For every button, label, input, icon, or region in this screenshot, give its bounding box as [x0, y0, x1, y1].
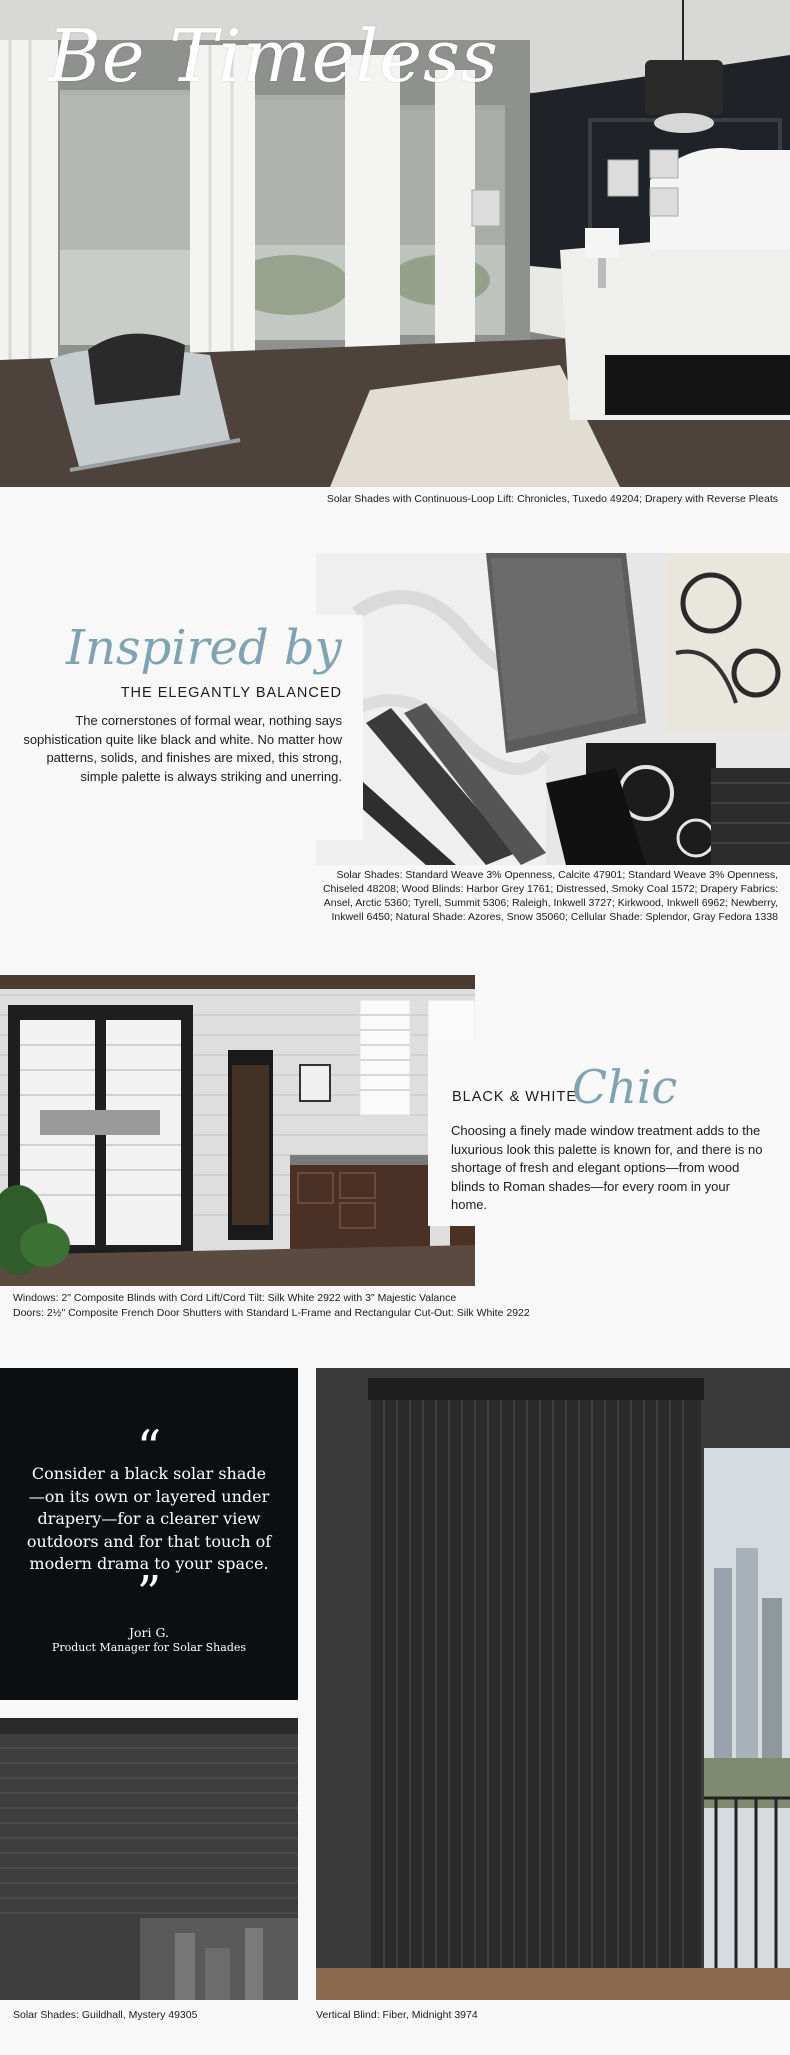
doors-caption: Doors: 2½" Composite French Door Shutters with Standard L-Frame and Rectangular Cut-Out: Silk White 2922 — [13, 1307, 530, 1319]
kitchen-doors-photo — [0, 975, 475, 1286]
hero-caption: Solar Shades with Continuous-Loop Lift: Chronicles, Tuxedo 49204; Drapery with Reverse Pleats — [326, 493, 778, 505]
chic-body-text: Choosing a finely made window treatment adds to the luxurious look this palette is known for, and there is no shortage of fresh and elegant options—from wood blinds to Roman shades—for every room in your home. — [451, 1123, 763, 1212]
fabric-swatches-photo — [316, 553, 790, 865]
vertical-blind-caption: Vertical Blind: Fiber, Midnight 3974 — [316, 2009, 478, 2021]
hero-bedroom-photo — [0, 0, 790, 487]
inspired-script-title: Inspired by — [66, 620, 342, 676]
solar-shade-photo — [0, 1718, 298, 2000]
kitchen-illustration — [0, 975, 475, 1286]
solar-shade-caption: Solar Shades: Guildhall, Mystery 49305 — [13, 2009, 198, 2021]
windows-caption: Windows: 2" Composite Blinds with Cord Lift/Cord Tilt: Silk White 2922 with 3" Majestic Valance — [13, 1292, 457, 1304]
vertical-blind-photo — [316, 1368, 790, 2000]
quote-author: Jori G. — [129, 1625, 169, 1640]
close-quote-mark: ” — [136, 1566, 162, 1622]
hero-script-title: Be Timeless — [48, 14, 499, 98]
swatches-caption: Solar Shades: Standard Weave 3% Openness, Calcite 47901; Standard Weave 3% Openness, Chiseled 48208; Wood Blinds: Harbor Grey 1761; Distressed, Smoky Coal 1572; Drapery Fabrics: Ansel, Arctic 5360; Tyrell, Summit 5306; Raleigh, Inkwell 3727; Kirkwood, Inkwell 6962; Newberry, Inkwell 6450; Natural Shade: Azores, Snow 35060; Cellular Shade: Splendor, Gray Fedora 1338 — [322, 869, 778, 923]
quote-text: Consider a black solar shade—on its own or layered under drapery—for a clearer view outdoors and for that touch of modern drama to your space. — [26, 1464, 272, 1573]
swatches-illustration — [316, 553, 790, 865]
open-quote-mark: “ — [136, 1420, 162, 1476]
vertical-blind-illustration — [316, 1368, 790, 2000]
solar-shade-illustration — [0, 1718, 298, 2000]
inspired-body-text: The cornerstones of formal wear, nothing says sophistication quite like black and white. No matter how patterns, solids, and finishes are mixed, this strong, simple palette is always striking and unerring. — [23, 713, 342, 784]
quote-author-role: Product Manager for Solar Shades — [51, 1641, 247, 1654]
chic-heading: BLACK & WHITE — [452, 1089, 577, 1105]
chic-script-title: Chic — [572, 1060, 678, 1114]
inspired-heading: THE ELEGANTLY BALANCED — [120, 685, 342, 701]
